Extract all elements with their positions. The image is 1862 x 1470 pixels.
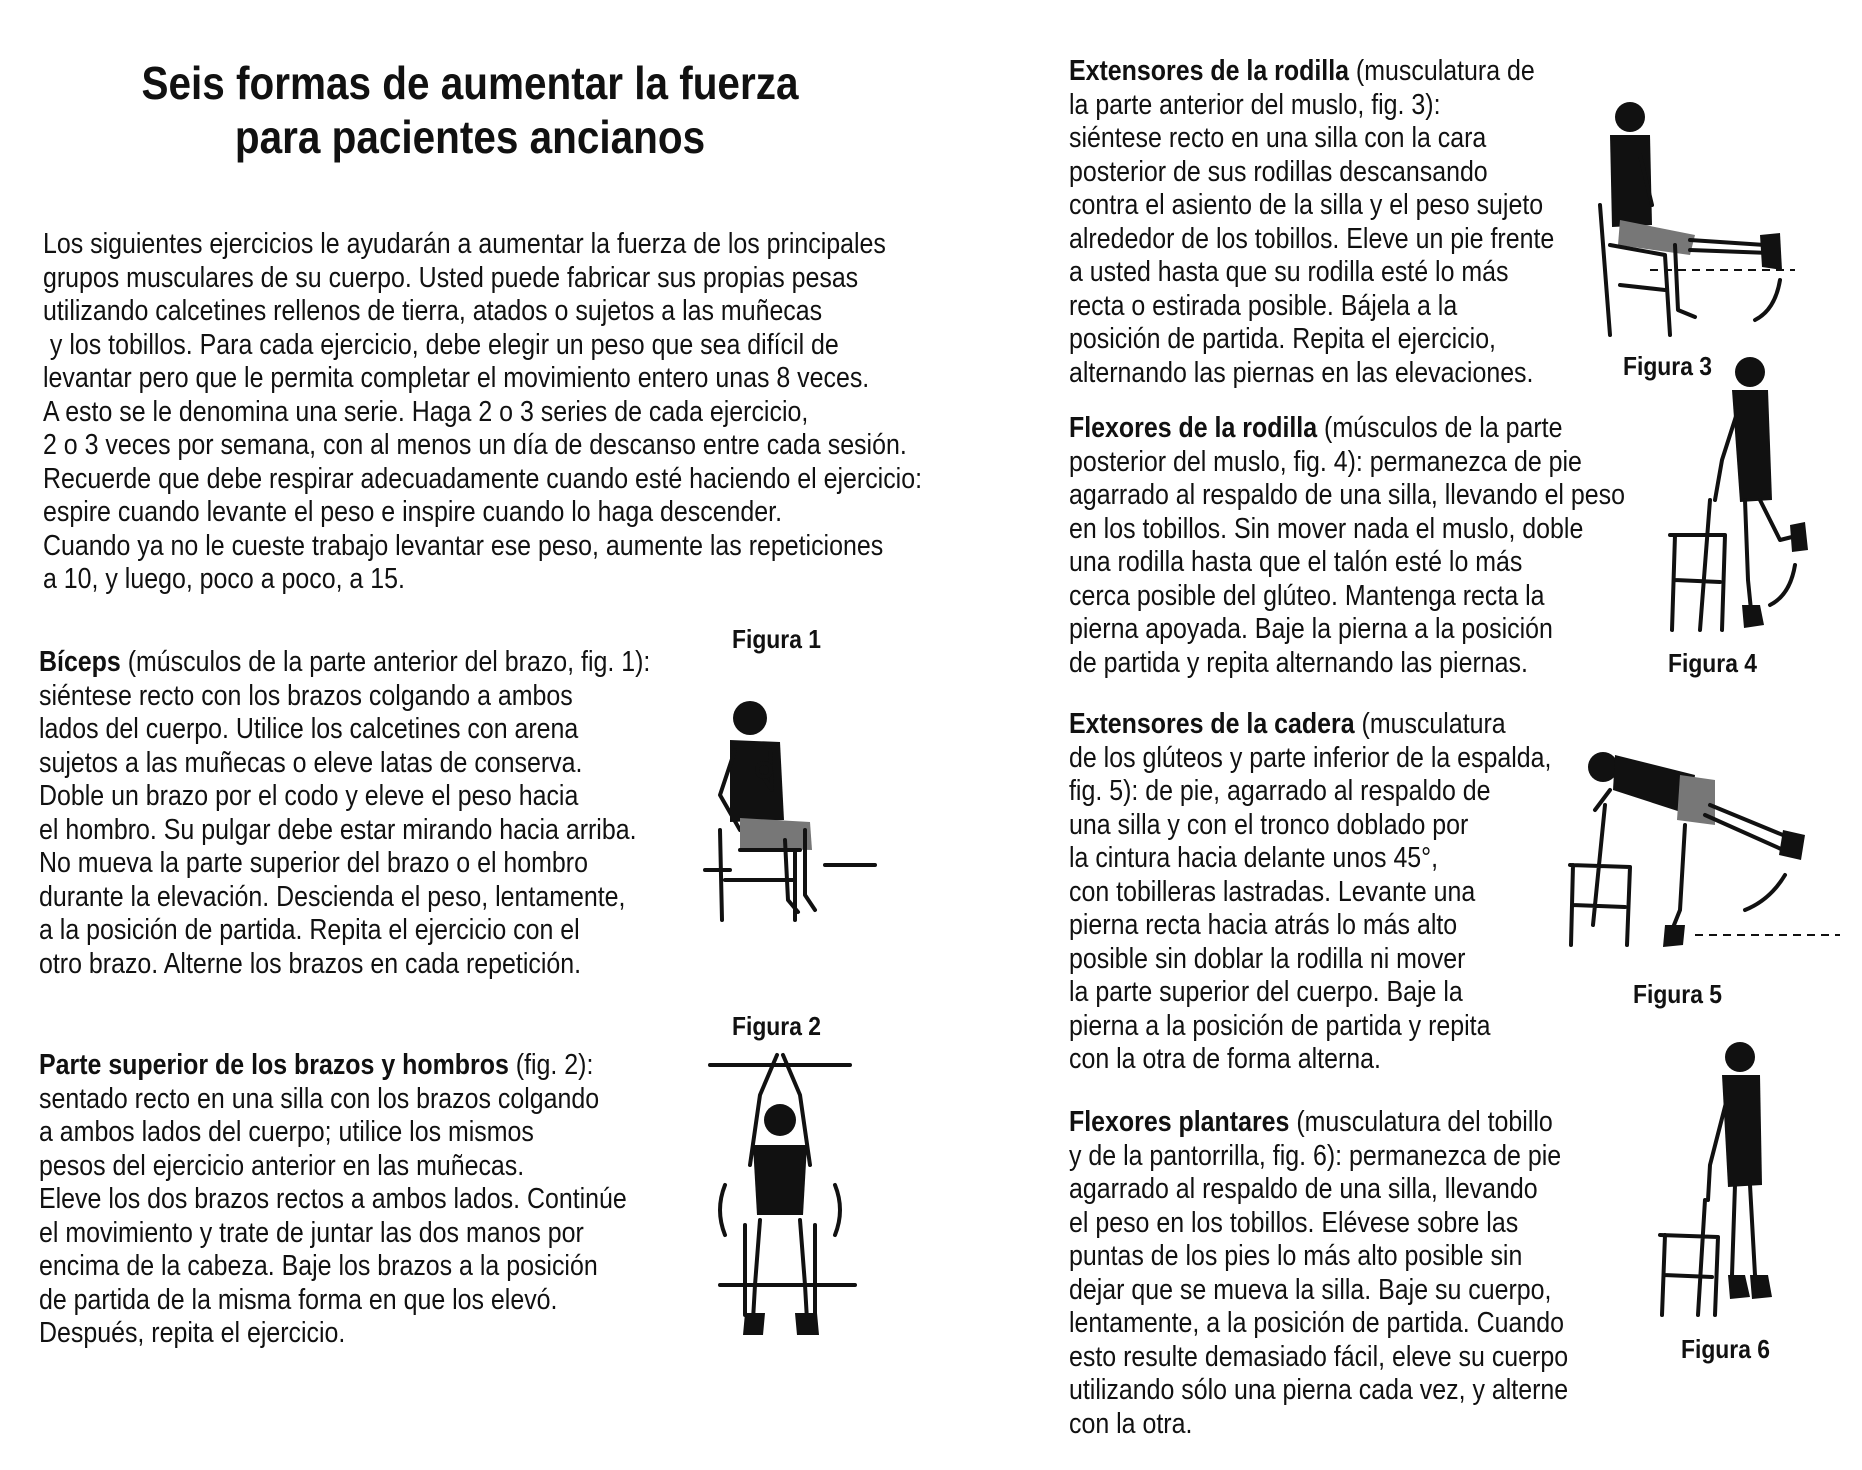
exercise-line: a usted hasta que su rodilla esté lo más [1069, 256, 1509, 288]
exercise-heading: Bíceps [39, 646, 121, 678]
exercise-line: contra el asiento de la silla y el peso sujeto [1069, 189, 1544, 221]
exercise-line: alternando las piernas en las elevaciones. [1069, 356, 1534, 389]
exercise-line: de partida y repita alternando las piernas. [1069, 646, 1528, 679]
exercise-line: Después, repita el ejercicio. [39, 1317, 346, 1349]
exercise-line: con la otra de forma alterna. [1069, 1043, 1381, 1075]
exercise-line: alrededor de los tobillos. Eleve un pie frente [1069, 222, 1555, 255]
exercise-line: sujetos a las muñecas o eleve latas de conserva. [39, 746, 583, 779]
seated-arm-raise-figure-icon [705, 1045, 855, 1345]
exercise-line: lentamente, a la posición de partida. Cuando [1069, 1307, 1564, 1339]
page-title [92, 56, 849, 165]
intro-line: y los tobillos. Para cada ejercicio, debe elegir un peso que sea difícil de [43, 328, 839, 361]
exercise-line: con la otra. [1069, 1407, 1193, 1440]
exercise-line: y de la pantorrilla, fig. 6): permanezca de pie [1069, 1139, 1562, 1172]
exercise-line: otro brazo. Alterne los brazos en cada repetición. [39, 947, 582, 980]
exercise-knee-flexors [1069, 412, 1625, 680]
intro-line: Recuerde que debe respirar adecuadamente cuando esté haciendo el ejercicio: [43, 462, 923, 495]
intro-line: A esto se le denomina una serie. Haga 2 o 3 series de cada ejercicio, [43, 395, 809, 428]
exercise-line: de partida de la misma forma en que los elevó. [39, 1283, 558, 1316]
figure-3-caption: Figura 3 [1623, 351, 1713, 381]
exercise-heading: Extensores de la rodilla [1069, 55, 1349, 87]
intro-line: 2 o 3 veces por semana, con al menos un día de descanso entre cada sesión. [43, 429, 907, 461]
exercise-line: agarrado al respaldo de una silla, llevando el peso [1069, 479, 1625, 511]
exercise-knee-extensors [1069, 55, 1554, 390]
exercise-subtitle: (musculatura de [1348, 55, 1535, 87]
intro-line: grupos musculares de su cuerpo. Usted puede fabricar sus propias pesas [43, 261, 859, 294]
exercise-line: pierna recta hacia atrás lo más alto [1069, 909, 1458, 941]
exercise-line: a ambos lados del cuerpo; utilice los mismos [39, 1116, 534, 1148]
exercise-line: pierna a la posición de partida y repita [1069, 1009, 1491, 1042]
exercise-line: una silla y con el tronco doblado por [1069, 808, 1469, 841]
exercise-line: dejar que se mueva la silla. Baje su cuerpo, [1069, 1273, 1552, 1306]
exercise-heading: Flexores de la rodilla [1069, 412, 1318, 444]
exercise-line: No mueva la parte superior del brazo o el hombro [39, 847, 588, 879]
exercise-line: siéntese recto en una silla con la cara [1069, 122, 1487, 154]
exercise-line: fig. 5): de pie, agarrado al respaldo de [1069, 775, 1491, 807]
seated-knee-extension-figure-icon [1590, 95, 1800, 345]
exercise-line: con tobilleras lastradas. Levante una [1069, 875, 1476, 908]
exercise-line: durante la elevación. Descienda el peso, lentamente, [39, 880, 626, 913]
exercise-line: pierna apoyada. Baje la pierna a la posición [1069, 613, 1553, 645]
intro-line: Los siguientes ejercicios le ayudarán a aumentar la fuerza de los principales [43, 228, 886, 260]
exercise-line: la parte superior del cuerpo. Baje la [1069, 976, 1463, 1008]
exercise-line: esto resulte demasiado fácil, eleve su cuerpo [1069, 1340, 1569, 1373]
exercise-line: el hombro. Su pulgar debe estar mirando hacia arriba. [39, 813, 637, 846]
exercise-line: recta o estirada posible. Bájela a la [1069, 289, 1458, 322]
title-line-2: para pacientes ancianos [234, 111, 706, 164]
exercise-heading: Parte superior de los brazos y hombros [39, 1049, 509, 1081]
exercise-line: Eleve los dos brazos rectos a ambos lados. Continúe [39, 1183, 627, 1215]
calf-raise-figure-icon [1650, 1035, 1790, 1325]
exercise-line: posición de partida. Repita el ejercicio, [1069, 323, 1496, 355]
exercise-subtitle: (musculatura [1354, 708, 1506, 740]
exercise-line: de los glúteos y parte inferior de la espalda, [1069, 741, 1552, 774]
exercise-line: la cintura hacia delante unos 45°, [1069, 842, 1439, 874]
intro-paragraph [43, 228, 922, 597]
exercise-subtitle: (músculos de la parte anterior del brazo, fig. 1): [120, 646, 651, 678]
exercise-line: cerca posible del glúteo. Mantenga recta la [1069, 579, 1545, 612]
exercise-hip-extensors [1069, 708, 1551, 1077]
exercise-subtitle: (fig. 2): [508, 1049, 594, 1081]
exercise-upper-arms [39, 1049, 627, 1351]
exercise-plantar-flexors [1069, 1106, 1568, 1441]
exercise-line: utilizando sólo una pierna cada vez, y alterne [1069, 1374, 1569, 1406]
exercise-line: posterior de sus rodillas descansando [1069, 155, 1488, 188]
exercise-line: la parte anterior del muslo, fig. 3): [1069, 88, 1441, 121]
figure-6-caption: Figura 6 [1681, 1334, 1771, 1364]
figure-1-caption: Figura 1 [732, 624, 822, 654]
figure-5-caption: Figura 5 [1633, 979, 1723, 1009]
exercise-line: el movimiento y trate de juntar las dos manos por [39, 1216, 584, 1249]
exercise-line: puntas de los pies lo más alto posible sin [1069, 1240, 1523, 1272]
seated-biceps-curl-figure-icon [700, 680, 880, 930]
exercise-line: Doble un brazo por el codo y eleve el peso hacia [39, 780, 579, 812]
exercise-line: a la posición de partida. Repita el ejercicio con el [39, 914, 580, 946]
exercise-line: pesos del ejercicio anterior en las muñecas. [39, 1149, 525, 1182]
exercise-biceps [39, 646, 650, 981]
standing-knee-curl-figure-icon [1660, 350, 1810, 640]
exercise-heading: Extensores de la cadera [1069, 708, 1355, 740]
exercise-subtitle: (músculos de la parte [1317, 412, 1563, 444]
title-line-1: Seis formas de aumentar la fuerza [141, 57, 799, 109]
intro-line: Cuando ya no le cueste trabajo levantar ese peso, aumente las repeticiones [43, 529, 884, 562]
exercise-heading: Flexores plantares [1069, 1106, 1290, 1138]
exercise-line: en los tobillos. Sin mover nada el muslo, doble [1069, 512, 1584, 545]
exercise-line: encima de la cabeza. Baje los brazos a la posición [39, 1250, 598, 1282]
figure-4-caption: Figura 4 [1668, 648, 1758, 678]
hip-extension-figure-icon [1565, 735, 1845, 955]
figure-2-caption: Figura 2 [732, 1011, 822, 1041]
exercise-line: siéntese recto con los brazos colgando a ambos [39, 679, 573, 712]
exercise-line: agarrado al respaldo de una silla, llevando [1069, 1173, 1538, 1205]
exercise-line: lados del cuerpo. Utilice los calcetines con arena [39, 713, 579, 745]
exercise-line: posible sin doblar la rodilla ni mover [1069, 942, 1466, 975]
intro-line: utilizando calcetines rellenos de tierra, atados o sujetos a las muñecas [43, 295, 823, 327]
exercise-line: una rodilla hasta que el talón esté lo más [1069, 546, 1523, 578]
exercise-line: sentado recto en una silla con los brazos colgando [39, 1082, 600, 1115]
exercise-line: el peso en los tobillos. Elévese sobre las [1069, 1206, 1519, 1239]
exercise-line: posterior del muslo, fig. 4): permanezca de pie [1069, 445, 1582, 478]
exercise-subtitle: (musculatura del tobillo [1289, 1106, 1553, 1138]
intro-line: a 10, y luego, poco a poco, a 15. [43, 563, 405, 595]
intro-line: espire cuando levante el peso e inspire cuando lo haga descender. [43, 496, 783, 528]
intro-line: levantar pero que le permita completar el movimiento entero unas 8 veces. [43, 362, 870, 394]
